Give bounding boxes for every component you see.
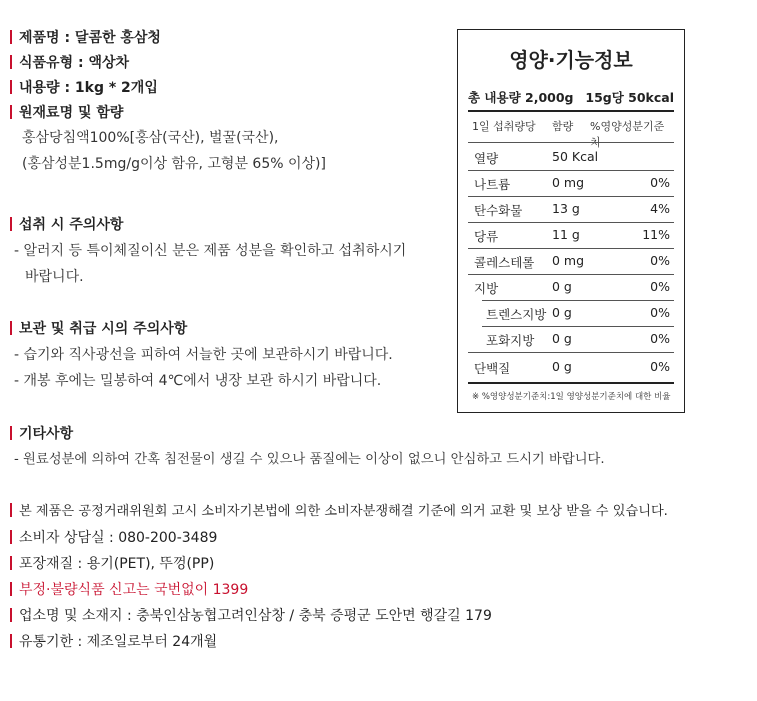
nutrient-amount: 11 g [552,227,580,242]
nutrient-amount: 0 mg [552,175,585,190]
intake-line1: - 알러지 등 특이체질이신 분은 제품 성분을 확인하고 섭취하시기 [14,243,407,259]
nutrient-percent: 0% [650,253,670,268]
expiry-row [10,633,217,651]
red-marker [10,217,12,231]
nutrition-total [468,88,674,106]
expiry-text: 유통기한 : 제조일로부터 24개월 [19,634,218,650]
red-marker [10,55,12,69]
nutrient-name: 당류 [474,229,499,244]
nutrient-name: 지방 [474,281,499,296]
total-volume: 총 내용량 2,000g [468,90,574,105]
nutrient-percent: 0% [650,305,670,320]
storage-line1: - 습기와 직사광선을 피하여 서늘한 곳에 보관하시기 바랍니다. [14,347,393,363]
per-serving-kcal: 15g당 50kcal [585,90,674,105]
nutrient-name: 콜레스테롤 [474,255,535,270]
intake-row [10,216,123,234]
product-name: 제품명 : 달콤한 홍삼청 [19,30,161,46]
divider [468,142,674,143]
consult-text: 소비자 상담실 : 080-200-3489 [19,530,218,546]
nutrient-amount: 0 mg [552,253,585,268]
nutrient-row [468,326,674,352]
nutrient-amount: 13 g [552,201,580,216]
red-marker [10,634,12,648]
header-serving: 1일 섭취량당 [472,120,536,133]
nutrient-amount: 50 Kcal [552,149,599,164]
packaging-row [10,555,214,573]
ingredients-line1: 홍삼당침액100%[홍삼(국산), 벌꿀(국산), [22,130,279,146]
dispute-text: 본 제품은 공정거래위원회 고시 소비자기본법에 의한 소비자분쟁해결 기준에 의거 교환 및 보상 받을 수 있습니다. [19,504,668,519]
nutrient-name: 포화지방 [486,333,535,348]
nutrient-name: 트렌스지방 [486,307,547,322]
volume: 내용량 : 1kg * 2개입 [19,80,158,96]
nutrition-title: 영양·기능정보 [509,48,633,72]
nutrient-amount: 0 g [552,279,572,294]
red-marker [10,80,12,94]
storage-line2: - 개봉 후에는 밀봉하여 4℃에서 냉장 보관 하시기 바랍니다. [14,373,382,389]
red-marker [10,105,12,119]
dispute-row [10,503,668,521]
product-name-row [10,29,161,47]
nutrient-amount: 0 g [552,305,572,320]
nutrient-name: 나트륨 [474,177,511,192]
divider-thick [468,110,674,112]
nutrient-row [468,170,674,196]
ingredients-line2: (홍삼성분1.5mg/g이상 함유, 고형분 65% 이상)] [22,156,326,172]
divider [468,352,674,353]
nutrient-row [468,248,674,274]
nutrient-amount: 0 g [552,359,572,374]
volume-row [10,79,158,97]
red-marker [10,503,12,517]
nutrient-amount: 0 g [552,331,572,346]
nutrition-panel [457,29,685,413]
header-percent: %영양성분기준치 [590,120,665,149]
nutrient-row [468,196,674,222]
report-text: 부정·불량식품 신고는 국번없이 1399 [19,582,249,598]
nutrient-percent: 11% [642,227,670,242]
intake-line2: 바랍니다. [25,269,84,285]
nutrient-percent: 0% [650,175,670,190]
other-row [10,425,73,443]
company-row [10,607,492,625]
nutrient-row [468,354,674,380]
red-marker [10,608,12,622]
nutrient-name: 탄수화물 [474,203,523,218]
header-amount: 함량 [552,120,574,133]
red-marker [10,30,12,44]
nutrient-percent: 0% [650,359,670,374]
divider-thick [468,382,674,384]
ingredients-title: 원재료명 및 함량 [19,105,124,121]
red-marker [10,426,12,440]
nutrient-percent: 4% [650,201,670,216]
report-row [10,581,248,599]
food-type: 식품유형 : 액상차 [19,55,130,71]
nutrient-percent: 0% [650,279,670,294]
nutrient-row [468,144,674,170]
intake-title: 섭취 시 주의사항 [19,217,124,233]
red-marker [10,556,12,570]
storage-row [10,320,187,338]
consult-row [10,529,217,547]
nutrient-row [468,300,674,326]
nutrient-percent: 0% [650,331,670,346]
nutrition-note: ※ %영양성분기준치:1일 영양성분기준치에 대한 비율 [472,392,671,402]
nutrient-row [468,274,674,300]
nutrient-name: 열량 [474,151,499,166]
nutrient-name: 단백질 [474,361,511,376]
packaging-text: 포장재질 : 용기(PET), 뚜껑(PP) [19,556,215,572]
company-text: 업소명 및 소재지 : 충북인삼농협고려인삼창 / 충북 증평군 도안면 행갈길 179 [19,608,492,624]
other-line1: - 원료성분에 의하여 간혹 침전물이 생길 수 있으나 품질에는 이상이 없으니 안심하고 드시기 바랍니다. [14,452,605,467]
food-type-row [10,54,129,72]
storage-title: 보관 및 취급 시의 주의사항 [19,321,188,337]
ingredients-row [10,104,123,122]
red-marker [10,321,12,335]
red-marker [10,530,12,544]
nutrient-row [468,222,674,248]
other-title: 기타사항 [19,426,74,442]
red-marker [10,582,12,596]
